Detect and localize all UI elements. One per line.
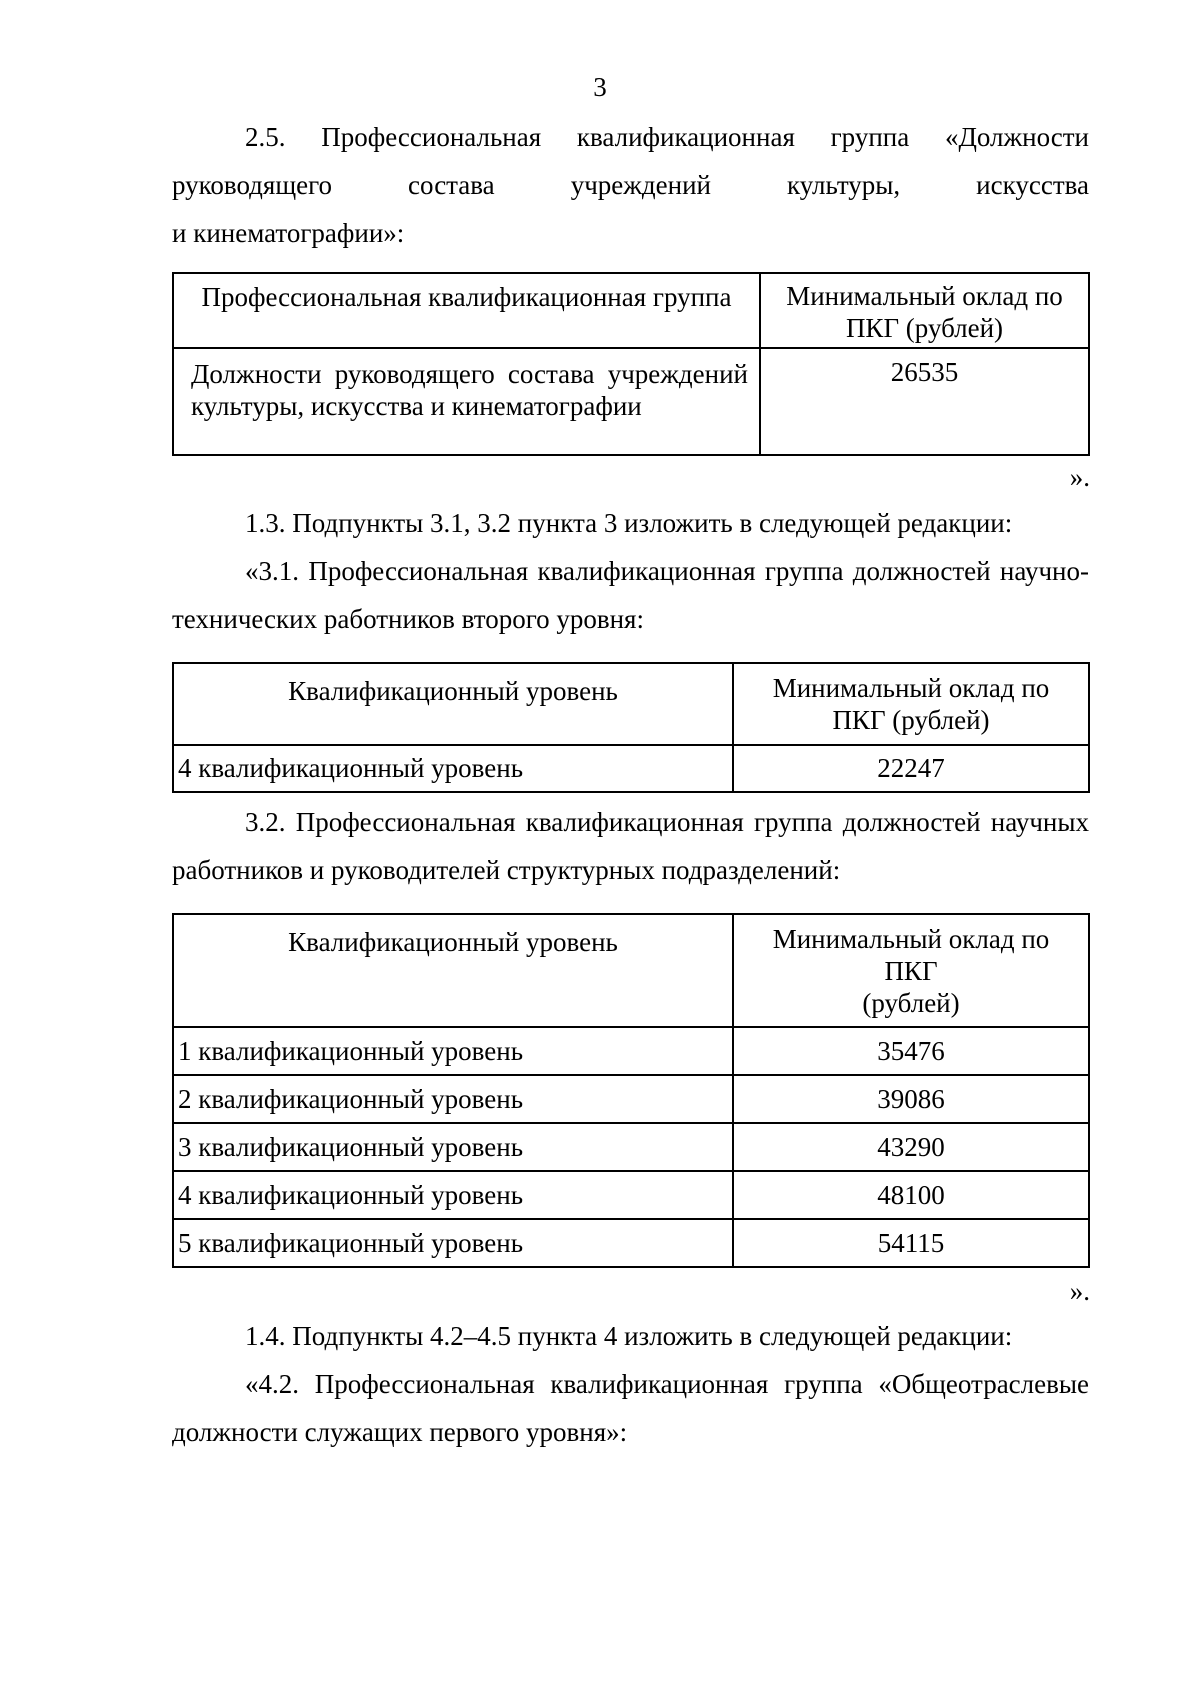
header-salary-line2: ПКГ (рублей) [832,705,990,735]
cell-level: 1 квалификационный уровень [173,1027,733,1075]
close-quote: ». [1069,1276,1090,1306]
pkg-table-researchers [172,913,1090,1268]
sub-4-2-intro: «4.2. Профессиональная квалификационная группа «Общеотраслевые должности служащих первого уровня»: [172,1369,1089,1447]
header-salary-line1: Минимальный оклад по [772,924,1050,954]
header-level: Квалификационный уровень [173,914,733,1027]
cell-level: 5 квалификационный уровень [173,1219,733,1267]
item-1-4-text: 1.4. Подпункты 4.2–4.5 пункта 4 изложить в следующей редакции: [245,1321,1013,1351]
table-header-row [173,663,1089,745]
item-1-3-text: 1.3. Подпункты 3.1, 3.2 пункта 3 изложить в следующей редакции: [245,508,1013,538]
section-2-5-intro-end: и кинематографии»: [172,218,405,248]
cell-group: Должности руководящего состава учреждений культуры, искусства и кинематографии [173,348,760,455]
header-salary [733,914,1089,1027]
cell-salary: 22247 [733,745,1089,792]
header-salary-line2: ПКГ [884,956,938,986]
cell-salary: 48100 [733,1171,1089,1219]
table-row [173,1075,1089,1123]
sub-3-1-intro: «3.1. Профессиональная квалификационная группа должностей научно-технических работников второго уровня: [172,556,1089,634]
page-number: 3 [593,72,607,102]
table-row [173,1171,1089,1219]
table-row [173,1027,1089,1075]
cell-salary: 43290 [733,1123,1089,1171]
header-salary-line1: Минимальный оклад по [772,673,1050,703]
pkg-table-culture [172,272,1090,456]
cell-level: 4 квалификационный уровень [173,745,733,792]
cell-level: 3 квалификационный уровень [173,1123,733,1171]
cell-salary: 35476 [733,1027,1089,1075]
cell-level: 2 квалификационный уровень [173,1075,733,1123]
table-row [173,348,1089,455]
header-salary [733,663,1089,745]
cell-salary: 26535 [760,348,1089,455]
cell-salary: 39086 [733,1075,1089,1123]
header-salary-line3: (рублей) [862,988,960,1018]
table-row [173,745,1089,792]
section-2-5-intro: 2.5. Профессиональная квалификационная группа «Должности руководящего состава учреждений культуры, искусства [172,122,1089,200]
table-header-row [173,914,1089,1027]
pkg-table-sci-tech [172,662,1090,793]
header-level: Квалификационный уровень [173,663,733,745]
cell-level: 4 квалификационный уровень [173,1171,733,1219]
table-row [173,1219,1089,1267]
cell-salary: 54115 [733,1219,1089,1267]
header-salary: Минимальный оклад по ПКГ (рублей) [760,273,1089,348]
table-row [173,1123,1089,1171]
sub-3-2-intro: 3.2. Профессиональная квалификационная группа должностей научных работников и руководителей структурных подразделений: [172,807,1089,885]
header-group: Профессиональная квалификационная группа [173,273,760,348]
table-header-row [173,273,1089,348]
close-quote: ». [1069,462,1090,492]
